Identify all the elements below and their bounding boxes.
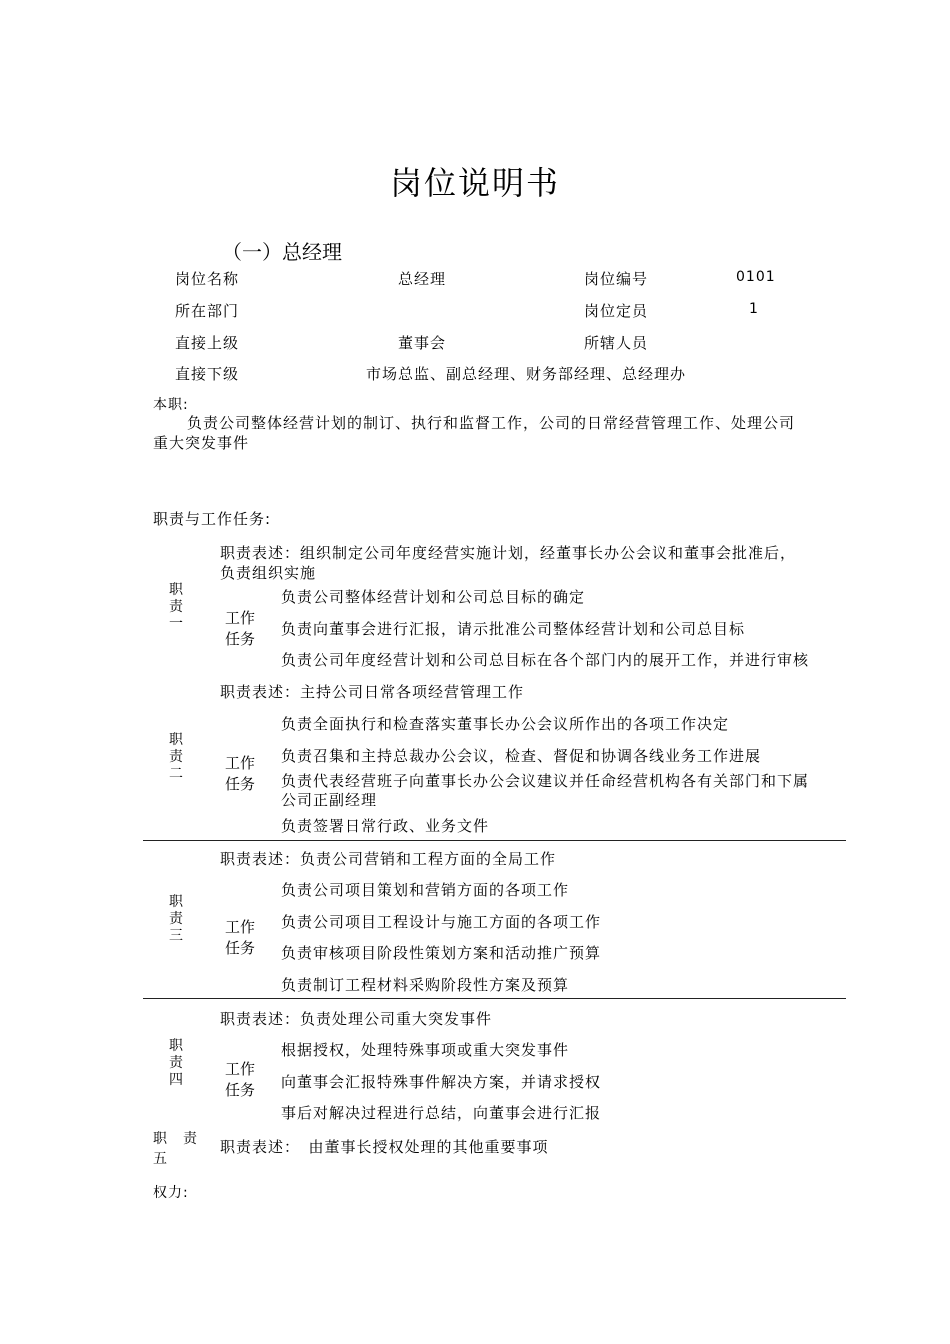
duty-5-label-line-2: 五 [153,1151,168,1167]
position-name-label: 岗位名称 [175,270,240,288]
subordinate-label: 直接下级 [175,365,240,383]
headcount-label: 岗位定员 [584,302,649,320]
section-divider [143,998,846,999]
duty-1-statement-line-2: 负责组织实施 [220,564,317,582]
duty-label: 本职: [153,397,189,413]
duty-4-task: 根据授权，处理特殊事项或重大突发事件 [281,1041,570,1059]
duty-5-statement: 职责表述： 由董事长授权处理的其他重要事项 [220,1138,549,1156]
duty-3-task: 负责公司项目策划和营销方面的各项工作 [281,881,570,899]
duty-1-label: 职 责 一 [169,582,183,632]
position-name-value: 总经理 [398,270,447,288]
duty-4-statement: 职责表述：负责处理公司重大突发事件 [220,1010,493,1028]
duty-2-statement: 职责表述：主持公司日常各项经营管理工作 [220,683,525,701]
duty-2-task: 负责召集和主持总裁办公会议，检查、督促和协调各线业务工作进展 [281,747,762,765]
duty-3-label: 职 责 三 [169,894,183,944]
duty-1-task: 负责公司年度经营计划和公司总目标在各个部门内的展开工作，并进行审核 [281,651,810,669]
duty-2-task: 负责全面执行和检查落实董事长办公会议所作出的各项工作决定 [281,715,730,733]
staff-label: 所辖人员 [584,334,649,352]
duty-3-task: 负责公司项目工程设计与施工方面的各项工作 [281,913,602,931]
duty-4-task: 事后对解决过程进行总结，向董事会进行汇报 [281,1104,602,1122]
superior-value: 董事会 [398,334,447,352]
department-label: 所在部门 [175,302,240,320]
duty-1-task: 负责向董事会进行汇报，请示批准公司整体经营计划和公司总目标 [281,620,746,638]
duty-text-line-2: 重大突发事件 [153,434,250,452]
position-code-label: 岗位编号 [584,270,649,288]
duty-1-task-label: 工作 任务 [225,609,256,648]
duty-3-statement: 职责表述：负责公司营销和工程方面的全局工作 [220,850,557,868]
duty-text-line-1: 负责公司整体经营计划的制订、执行和监督工作，公司的日常经营管理工作、处理公司 [187,414,796,432]
superior-label: 直接上级 [175,334,240,352]
duty-3-task: 负责制订工程材料采购阶段性方案及预算 [281,976,570,994]
subordinate-value: 市场总监、副总经理、财务部经理、总经理办 [366,365,687,383]
page-title: 岗位说明书 [389,164,560,202]
duty-4-task: 向董事会汇报特殊事件解决方案，并请求授权 [281,1073,602,1091]
duty-3-task-label: 工作 任务 [225,918,256,957]
duty-2-task: 负责代表经营班子向董事长办公会议建议并任命经营机构各有关部门和下属 [281,772,810,790]
duty-1-task: 负责公司整体经营计划和公司总目标的确定 [281,588,586,606]
duty-5-label-line-1: 职 责 [153,1131,198,1147]
headcount-value: 1 [749,301,759,317]
power-label: 权力: [153,1185,189,1201]
duty-2-task: 负责签署日常行政、业务文件 [281,817,490,835]
duty-4-label: 职 责 四 [169,1038,183,1088]
tasks-heading: 职责与工作任务: [153,510,272,528]
section-subtitle: （一）总经理 [222,240,342,264]
position-code-value: 0101 [736,269,776,285]
duty-4-task-label: 工作 任务 [225,1060,256,1099]
duty-2-label: 职 责 二 [169,732,183,782]
section-divider [143,840,846,841]
duty-2-task: 公司正副经理 [281,791,378,809]
duty-2-task-label: 工作 任务 [225,754,256,793]
duty-1-statement-line-1: 职责表述：组织制定公司年度经营实施计划，经董事长办公会议和董事会批准后， [220,544,797,562]
duty-3-task: 负责审核项目阶段性策划方案和活动推广预算 [281,944,602,962]
